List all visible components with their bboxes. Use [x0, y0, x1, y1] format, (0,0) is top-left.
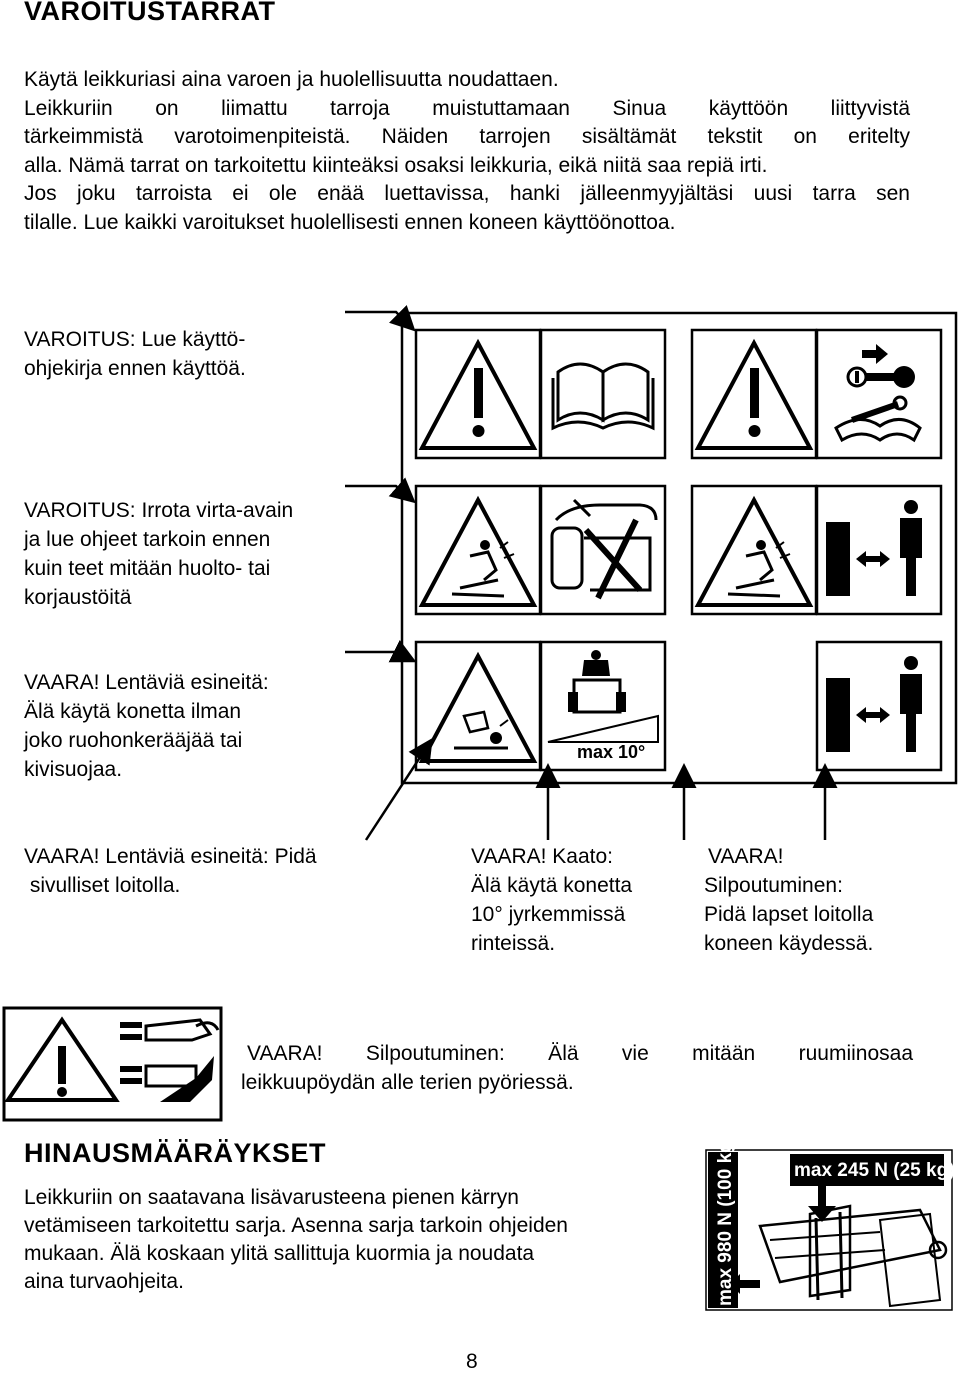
label-remove-key: VAROITUS: Irrota virta-avain ja lue ohjeet tarkoin ennen kuin teet mitään huolto- tai korjaustöitä: [24, 499, 294, 609]
no-operation-icon: [552, 500, 656, 598]
thrown-objects-triangle-icon: [422, 656, 534, 761]
label-children: VAARA! Silpoutuminen: Pidä lapset loitolla koneen käydessä.: [704, 845, 874, 955]
slope-tractor-icon: [548, 650, 658, 762]
section-title-towing: HINAUSMÄÄRÄYKSET: [24, 1138, 327, 1168]
intro-line: tilalle. Lue kaikki varoitukset huolellisesti ennen koneen käyttöönottoa.: [24, 210, 676, 234]
blade-warning-sticker: [4, 1008, 221, 1120]
label-tipping: VAARA! Kaato: Älä käytä konetta 10° jyrkemmissä rinteissä.: [471, 845, 633, 955]
max-vertical-load: max 245 N (25 kg): [794, 1160, 955, 1181]
intro-line: Käytä leikkuriasi aina varoen ja huolellisuutta noudattaen.: [24, 68, 559, 91]
intro-line: Jos joku tarroista ei ole enää luettavissa, hanki jälleenmyyjältäsi uusi tarra sen: [24, 182, 910, 205]
max-horizontal-load: max 980 N (100 kg): [715, 1134, 736, 1306]
section-title-warnings: VAROITUSTARRAT: [24, 0, 276, 26]
intro-line: Leikkuriin on liimattu tarroja muistuttamaan Sinua käyttöön liittyvistä: [24, 96, 910, 120]
thrown-objects-triangle-icon: [422, 500, 534, 605]
key-and-wrench-icon: [836, 344, 920, 440]
page-number: 8: [466, 1350, 478, 1373]
intro-line: tärkeimmistä varotoimenpiteistä. Näiden tarrojen sisältämät tekstit on eritelty: [24, 125, 910, 148]
warning-triangle-icon: [422, 343, 534, 448]
keep-distance-icon: [826, 656, 922, 752]
slope-sticker-text: max 10°: [577, 742, 646, 762]
keep-distance-icon: [826, 500, 922, 596]
label-bystanders: VAARA! Lentäviä esineitä: Pidä sivulliset loitolla.: [24, 845, 317, 897]
towing-paragraph: Leikkuriin on saatavana lisävarusteena pienen kärryn vetämiseen tarkoitettu sarja. Asenna sarja tarkoin ohjeiden mukaan. Älä koskaan ylitä sallittuja kuormia ja noudata aina turvaohjeita.: [24, 1186, 568, 1293]
manual-book-icon: [553, 364, 653, 428]
towing-hitch-illustration: [706, 1135, 955, 1310]
thrown-objects-triangle-icon: [698, 500, 810, 605]
label-thrown-objects: VAARA! Lentäviä esineitä: Älä käytä konetta ilman joko ruohonkerääjää tai kivisuojaa.: [24, 671, 269, 781]
label-read-manual: VAROITUS: Lue käyttö- ohjekirja ennen käyttöä.: [24, 328, 246, 380]
blade-warning-text: VAARA! Silpoutuminen: Älä vie mitään ruumiinosaa leikkuupöydän alle terien pyöriessä.: [241, 1042, 913, 1094]
warning-triangle-icon: [698, 343, 810, 448]
intro-line: alla. Nämä tarrat on tarkoitettu kiinteäksi osaksi leikkuria, eikä niitä saa repiä irti.: [24, 153, 768, 177]
